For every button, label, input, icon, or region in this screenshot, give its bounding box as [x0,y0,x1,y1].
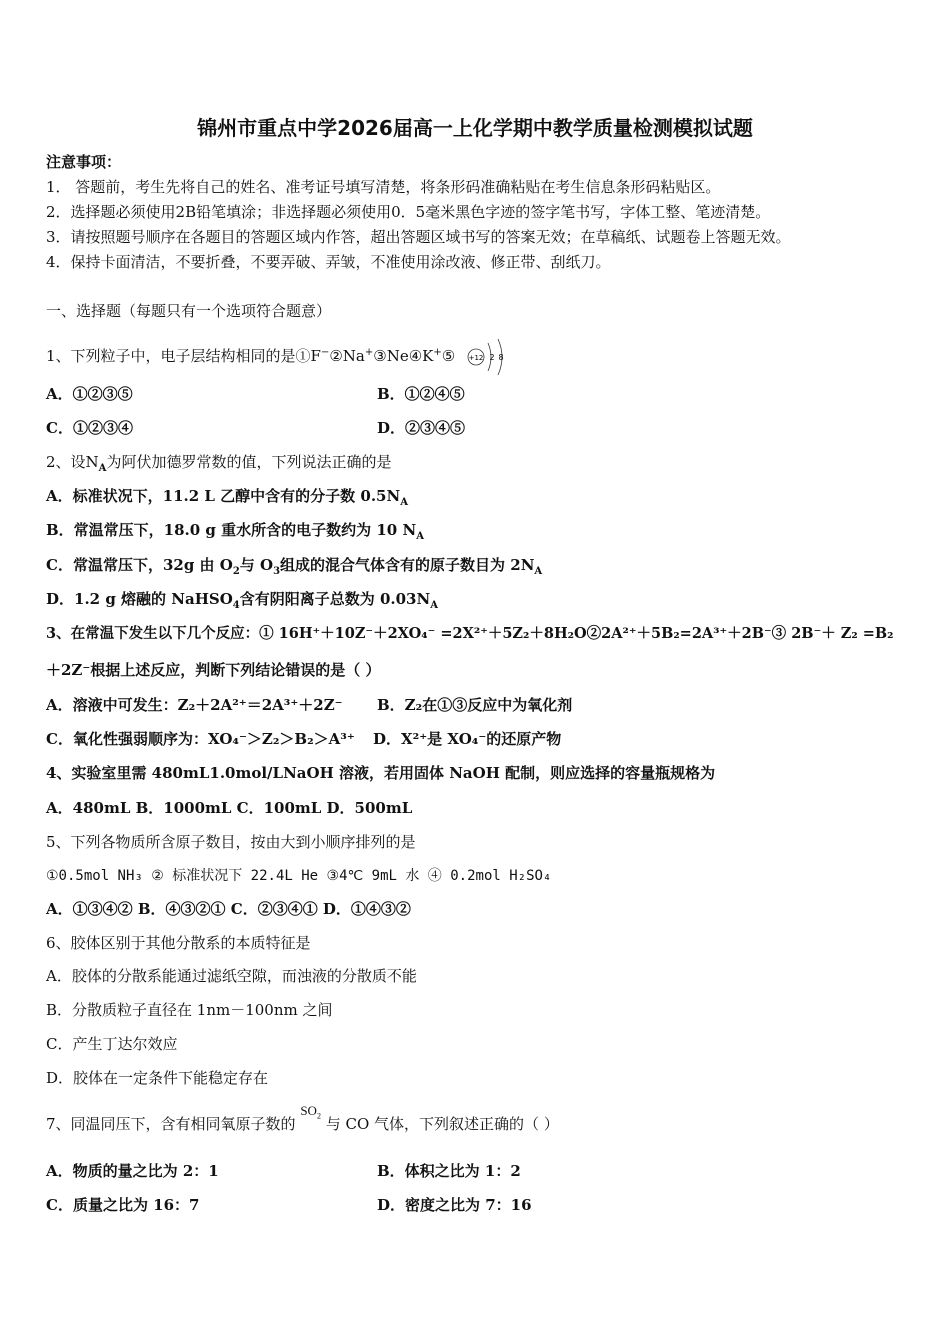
svg-text:8: 8 [498,353,504,362]
option-a: A．溶液中可发生：Z₂＋2A²⁺＝2A³⁺＋2Z⁻ [46,696,343,714]
option-d: D．胶体在一定条件下能稳定存在 [46,1069,269,1087]
option-a: A．标准状况下，11.2 L 乙醇中含有的分子数 $0.5N_A$ [46,487,408,508]
notice-item: 2．选择题必须使用2B铅笔填涂；非选择题必须使用0．5毫米黑色字迹的签字笔书写，字体工整、笔迹清楚。 [46,203,771,221]
so2-formula: $SO_2$ [300,1103,321,1121]
option-c: C．氧化性强弱顺序为：XO₄⁻＞Z₂＞B₂＞A³⁺ [46,730,355,748]
question-3-stem: 3、在常温下发生以下几个反应：① 16H⁺＋10Z⁻＋2XO₄⁻ =2X²⁺＋5Z₂＋8H₂O②2A²⁺＋5B₂=2A³⁺＋2B⁻③ 2B⁻＋ Z₂ =B₂ [46,625,894,642]
section-heading: 一、选择题（每题只有一个选项符合题意） [46,302,332,320]
option-a: A．①②③⑤ [46,385,133,403]
question-5-options: A．①③④② B．④③②① C．②③④① D．①④③② [46,900,411,918]
option-d: D．1.2 g 熔融的 NaHSO$_4$含有阴阳离子总数为 $0.03N_A$ [46,590,438,611]
notice-heading: 注意事项： [46,153,122,171]
notice-item: 4．保持卡面清洁，不要折叠，不要弄破、弄皱，不准使用涂改液、修正带、刮纸刀。 [46,253,611,271]
page-title: 锦州市重点中学2026届高一上化学期中教学质量检测模拟试题 [197,116,753,140]
option-b: B．Z₂在①③反应中为氧化剂 [377,696,573,714]
question-4-options: A．480mL B．1000mL C．100mL D．500mL [46,799,413,817]
question-5-stem: 5、下列各物质所含原子数目，按由大到小顺序排列的是 [46,833,416,851]
question-7-stem: 7、同温同压下，含有相同氧原子数的 $SO_2$ 与 CO 气体，下列叙述正确的（ ） [46,1103,559,1133]
notice-item: 3．请按照题号顺序在各题目的答题区域内作答，超出答题区域书写的答案无效；在草稿纸、试题卷上答题无效。 [46,228,791,246]
question-1-stem: 1、下列粒子中，电子层结构相同的是①F−②Na+③Ne④K+⑤ +12 2 8 [46,337,510,377]
option-c: C．常温常压下，32g 由 $O_2$与 $O_3$组成的混合气体含有的原子数目为 $2N_A$ [46,556,543,577]
question-2-stem: 2、设$N_A$为阿伏加德罗常数的值，下列说法正确的是 [46,453,392,474]
question-6-stem: 6、胶体区别于其他分散系的本质特征是 [46,934,311,952]
option-d: D．密度之比为 7：16 [377,1196,532,1214]
question-3-stem-cont: ＋2Z⁻根据上述反应，判断下列结论错误的是（ ） [46,661,381,679]
option-c: C．质量之比为 16：7 [46,1196,200,1214]
atom-structure-icon [466,337,510,377]
option-b: B．①②④⑤ [377,385,465,403]
option-b: B．常温常压下，18.0 g 重水所含的电子数约为 10 $N_A$ [46,521,424,542]
option-a: A．物质的量之比为 2：1 [46,1162,219,1180]
option-d: D．X²⁺是 XO₄⁻的还原产物 [373,730,562,748]
notice-item: 1． 答题前，考生先将自己的姓名、准考证号填写清楚，将条形码准确粘贴在考生信息条形码粘贴区。 [46,178,721,196]
option-b: B．体积之比为 1：2 [377,1162,521,1180]
option-b: B．分散质粒子直径在 1nm－100nm 之间 [46,1001,333,1019]
question-5-items: ①0.5mol NH₃ ② 标准状况下 22.4L He ③4℃ 9mL 水 ④ 0.2mol H₂SO₄ [46,868,552,884]
option-c: C．①②③④ [46,419,133,437]
question-4-stem: 4、实验室里需 480mL1.0mol/LNaOH 溶液，若用固体 NaOH 配制，则应选择的容量瓶规格为 [46,764,716,782]
svg-text:2: 2 [489,353,495,362]
svg-text:+12: +12 [468,354,484,362]
option-c: C．产生丁达尔效应 [46,1035,178,1053]
option-a: A．胶体的分散系能通过滤纸空隙，而浊液的分散质不能 [46,967,417,985]
option-d: D．②③④⑤ [377,419,466,437]
